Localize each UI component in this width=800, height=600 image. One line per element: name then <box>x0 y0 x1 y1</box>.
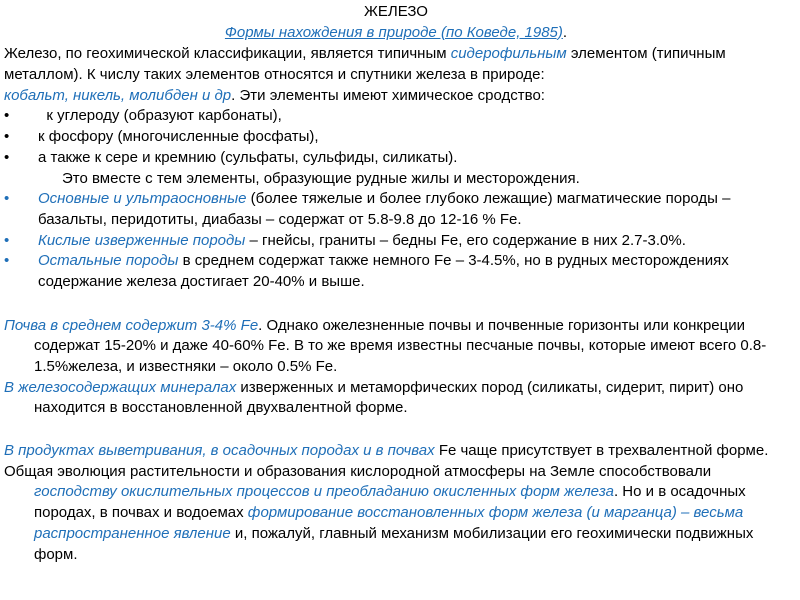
list-item-text: к фосфору (многочисленные фосфаты), <box>38 128 319 146</box>
list-item-text: к углероду (образуют карбонаты), <box>38 107 282 125</box>
soil-highlight: Почва в среднем содержит 3-4% Fe <box>4 316 259 334</box>
subtitle <box>4 23 788 44</box>
evolution-text-2: . Но и в осадочных породах, в почвах и водоемах <box>34 483 746 522</box>
minerals-paragraph <box>4 378 788 419</box>
ore-line: Это вместе с тем элементы, образующие рудные жилы и месторождения. <box>62 169 580 187</box>
bullet-icon: • <box>4 148 10 166</box>
list-item <box>4 106 788 127</box>
bullet-icon: • <box>4 231 10 249</box>
intro-text-2: элементом (типичным металлом). К числу таких элементов относятся и спутники железа в природе: <box>4 45 726 84</box>
rock-type: Остальные породы <box>38 252 179 270</box>
list-item-text: а также к сере и кремнию (сульфаты, сульфиды, силикаты). <box>38 148 458 166</box>
soil-text: . Однако ожелезненные почвы и почвенные горизонты или конкреции содержат 15-20% и даже 40-60% Fe. В то же время известны песчаные почвы, которые имеют всего 0.8-1.5%железа, и известняки – около 0.5% Fe. <box>34 316 767 375</box>
affinity-list <box>4 106 788 168</box>
intro-text-3: . Эти элементы имеют химическое сродство: <box>231 86 545 104</box>
evolution-paragraph <box>4 462 788 565</box>
list-item <box>4 251 788 292</box>
bullet-icon: • <box>4 252 10 270</box>
rock-type: Кислые изверженные породы <box>38 231 246 249</box>
bullet-icon: • <box>4 128 10 146</box>
bullet-icon: • <box>4 107 10 125</box>
source-link[interactable]: Формы нахождения в природе (по Коведе, 1985) <box>224 23 563 41</box>
minerals-text: изверженных и метаморфических пород (силикаты, сидерит, пирит) оно находится в восстановленной двухвалентной форме. <box>34 378 744 417</box>
weathering-paragraph <box>4 441 788 462</box>
intro-highlight-elements: кобальт, никель, молибден и др <box>4 86 232 104</box>
intro-highlight-siderophile: сидерофильным <box>450 45 567 63</box>
soil-paragraph <box>4 316 788 378</box>
rock-text: – гнейсы, граниты – бедны Fe, его содержание в них 2.7-3.0%. <box>245 231 686 249</box>
rocks-list <box>4 189 788 292</box>
weathering-text: Fe чаще присутствует в трехвалентной форме. <box>434 442 769 460</box>
page-title: ЖЕЛЕЗО <box>364 3 428 20</box>
weathering-highlight: В продуктах выветривания, в осадочных породах и в почвах <box>4 442 435 460</box>
rock-text: в среднем содержат также немного Fe – 3-4.5%, но в рудных месторождениях содержание железа достигает 20-40% и выше. <box>38 252 729 290</box>
evolution-text-3: и, пожалуй, главный механизм мобилизации его геохимически подвижных форм. <box>34 524 754 563</box>
intro-text-1: Железо, по геохимической классификации, является типичным <box>4 45 451 63</box>
subtitle-tail: . <box>562 23 568 41</box>
spacer <box>4 293 788 316</box>
list-item <box>4 148 788 169</box>
bullet-icon: • <box>4 190 10 208</box>
evolution-text-1: Общая эволюция растительности и образования кислородной атмосферы на Земле способствовали <box>4 462 712 480</box>
minerals-highlight: В железосодержащих минералах <box>4 378 237 396</box>
list-item <box>4 189 788 230</box>
evolution-highlight-2: формирование восстановленных форм железа (и марганца) – весьма распространенное явление <box>34 504 744 542</box>
evolution-highlight-1: господству окислительных процессов и преобладанию окисленных форм железа <box>34 483 614 501</box>
spacer <box>4 419 788 441</box>
list-item <box>4 127 788 148</box>
rock-text: (более тяжелые и более глубоко лежащие) магматические породы – базальты, перидотиты, диабазы – содержат от 5.8-9.8 до 12-16 % Fe. <box>38 190 731 228</box>
list-item <box>4 231 788 252</box>
intro-paragraph <box>4 44 788 106</box>
rock-type: Основные и ультраосновные <box>38 190 247 208</box>
